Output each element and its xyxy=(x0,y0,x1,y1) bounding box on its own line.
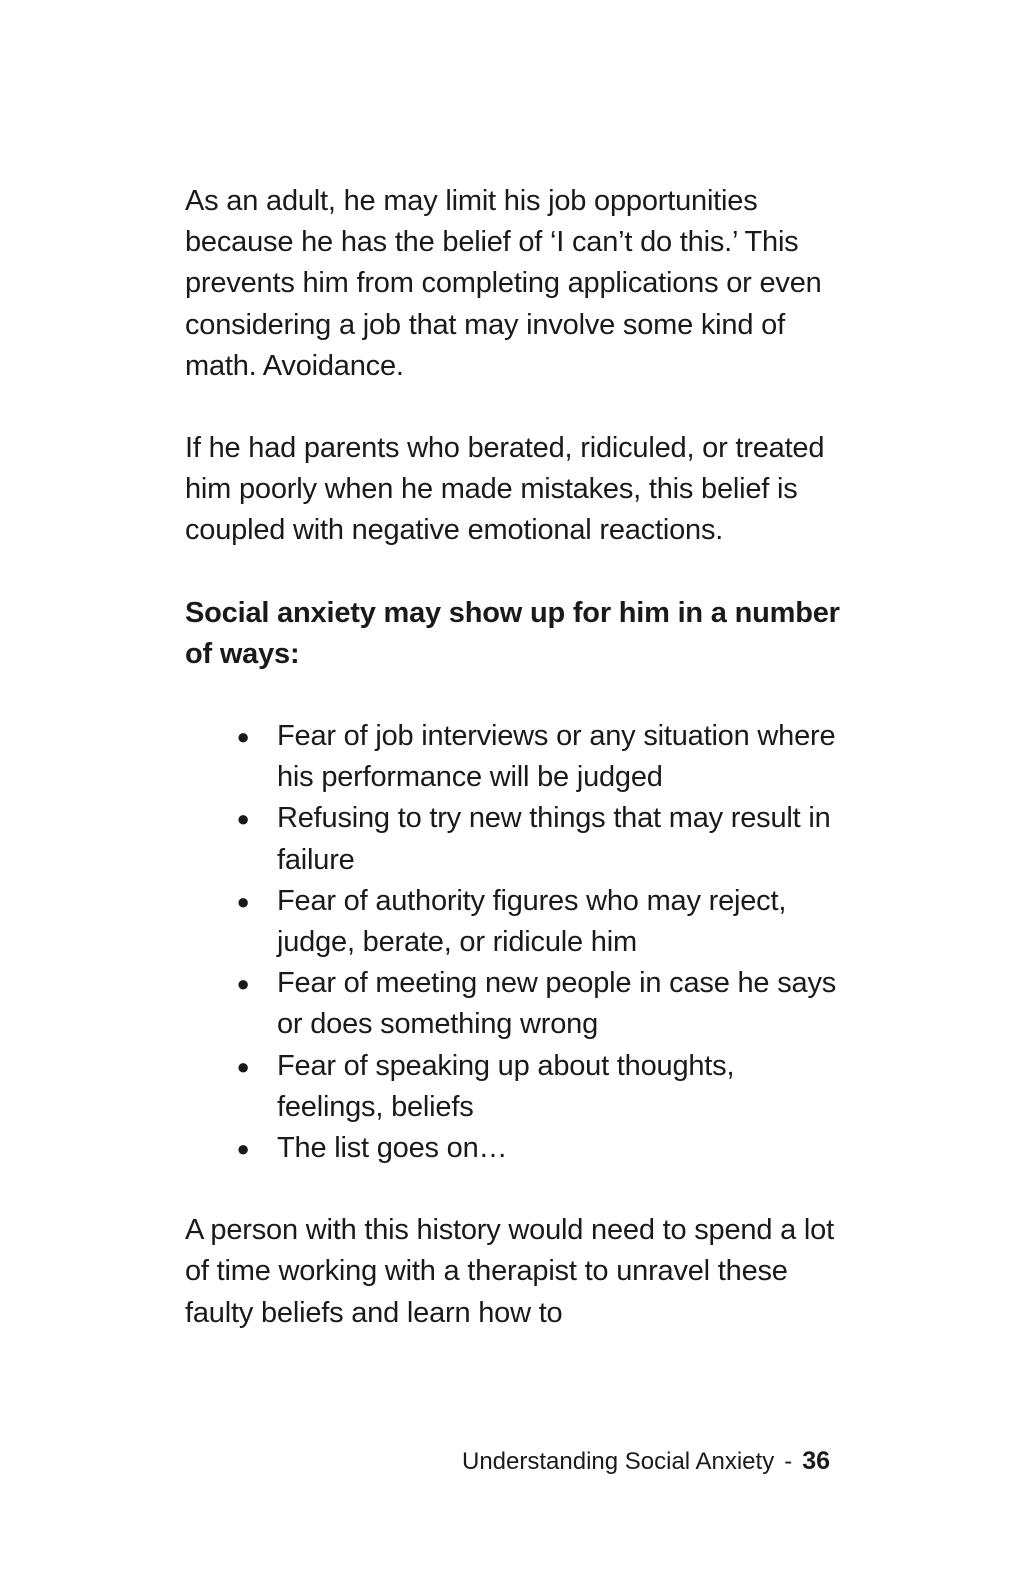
list-item-text: Fear of meeting new people in case he says or does something wrong xyxy=(277,967,837,1041)
list-item xyxy=(185,1128,845,1169)
list-item xyxy=(185,1046,845,1128)
footer-separator: - xyxy=(784,1448,793,1475)
list-item xyxy=(185,798,845,880)
bullet-icon: ● xyxy=(236,888,250,914)
list-item-text: Fear of authority figures who may reject, judge, berate, or ridicule him xyxy=(277,884,787,959)
bullet-icon: ● xyxy=(236,1053,250,1079)
page-number: 36 xyxy=(802,1447,830,1475)
page-body xyxy=(185,181,845,1375)
paragraph-parents: If he had parents who berated, ridiculed, or treated him poorly when he made mistakes, this belief is coupled with negative emotional reactions. xyxy=(185,432,825,547)
list-item xyxy=(185,963,845,1045)
list-item xyxy=(185,716,845,798)
bullet-icon: ● xyxy=(236,971,250,997)
paragraph-therapist: A person with this history would need to spend a lot of time working with a therapist to unravel these faulty beliefs and learn how to xyxy=(185,1214,834,1329)
footer-book-title: Understanding Social Anxiety xyxy=(462,1448,775,1475)
section-heading: Social anxiety may show up for him in a number of ways: xyxy=(185,596,840,670)
page-footer xyxy=(462,1444,830,1479)
list-item-text: Refusing to try new things that may result in failure xyxy=(277,802,831,876)
bullet-icon: ● xyxy=(236,806,250,832)
bullet-icon: ● xyxy=(236,724,250,750)
list-item-text: The list goes on… xyxy=(277,1132,508,1165)
bullet-list xyxy=(185,716,845,1169)
list-item xyxy=(185,881,845,963)
paragraph-job-opportunities: As an adult, he may limit his job opportunities because he has the belief of ‘I can’t do this.’ This prevents him from completing applications or even considering a job that may involve some kind of math. Avoidance. xyxy=(185,185,822,382)
list-item-text: Fear of speaking up about thoughts, feelings, beliefs xyxy=(277,1049,735,1123)
list-item-text: Fear of job interviews or any situation where his performance will be judged xyxy=(277,720,836,794)
bullet-icon: ● xyxy=(236,1136,250,1162)
